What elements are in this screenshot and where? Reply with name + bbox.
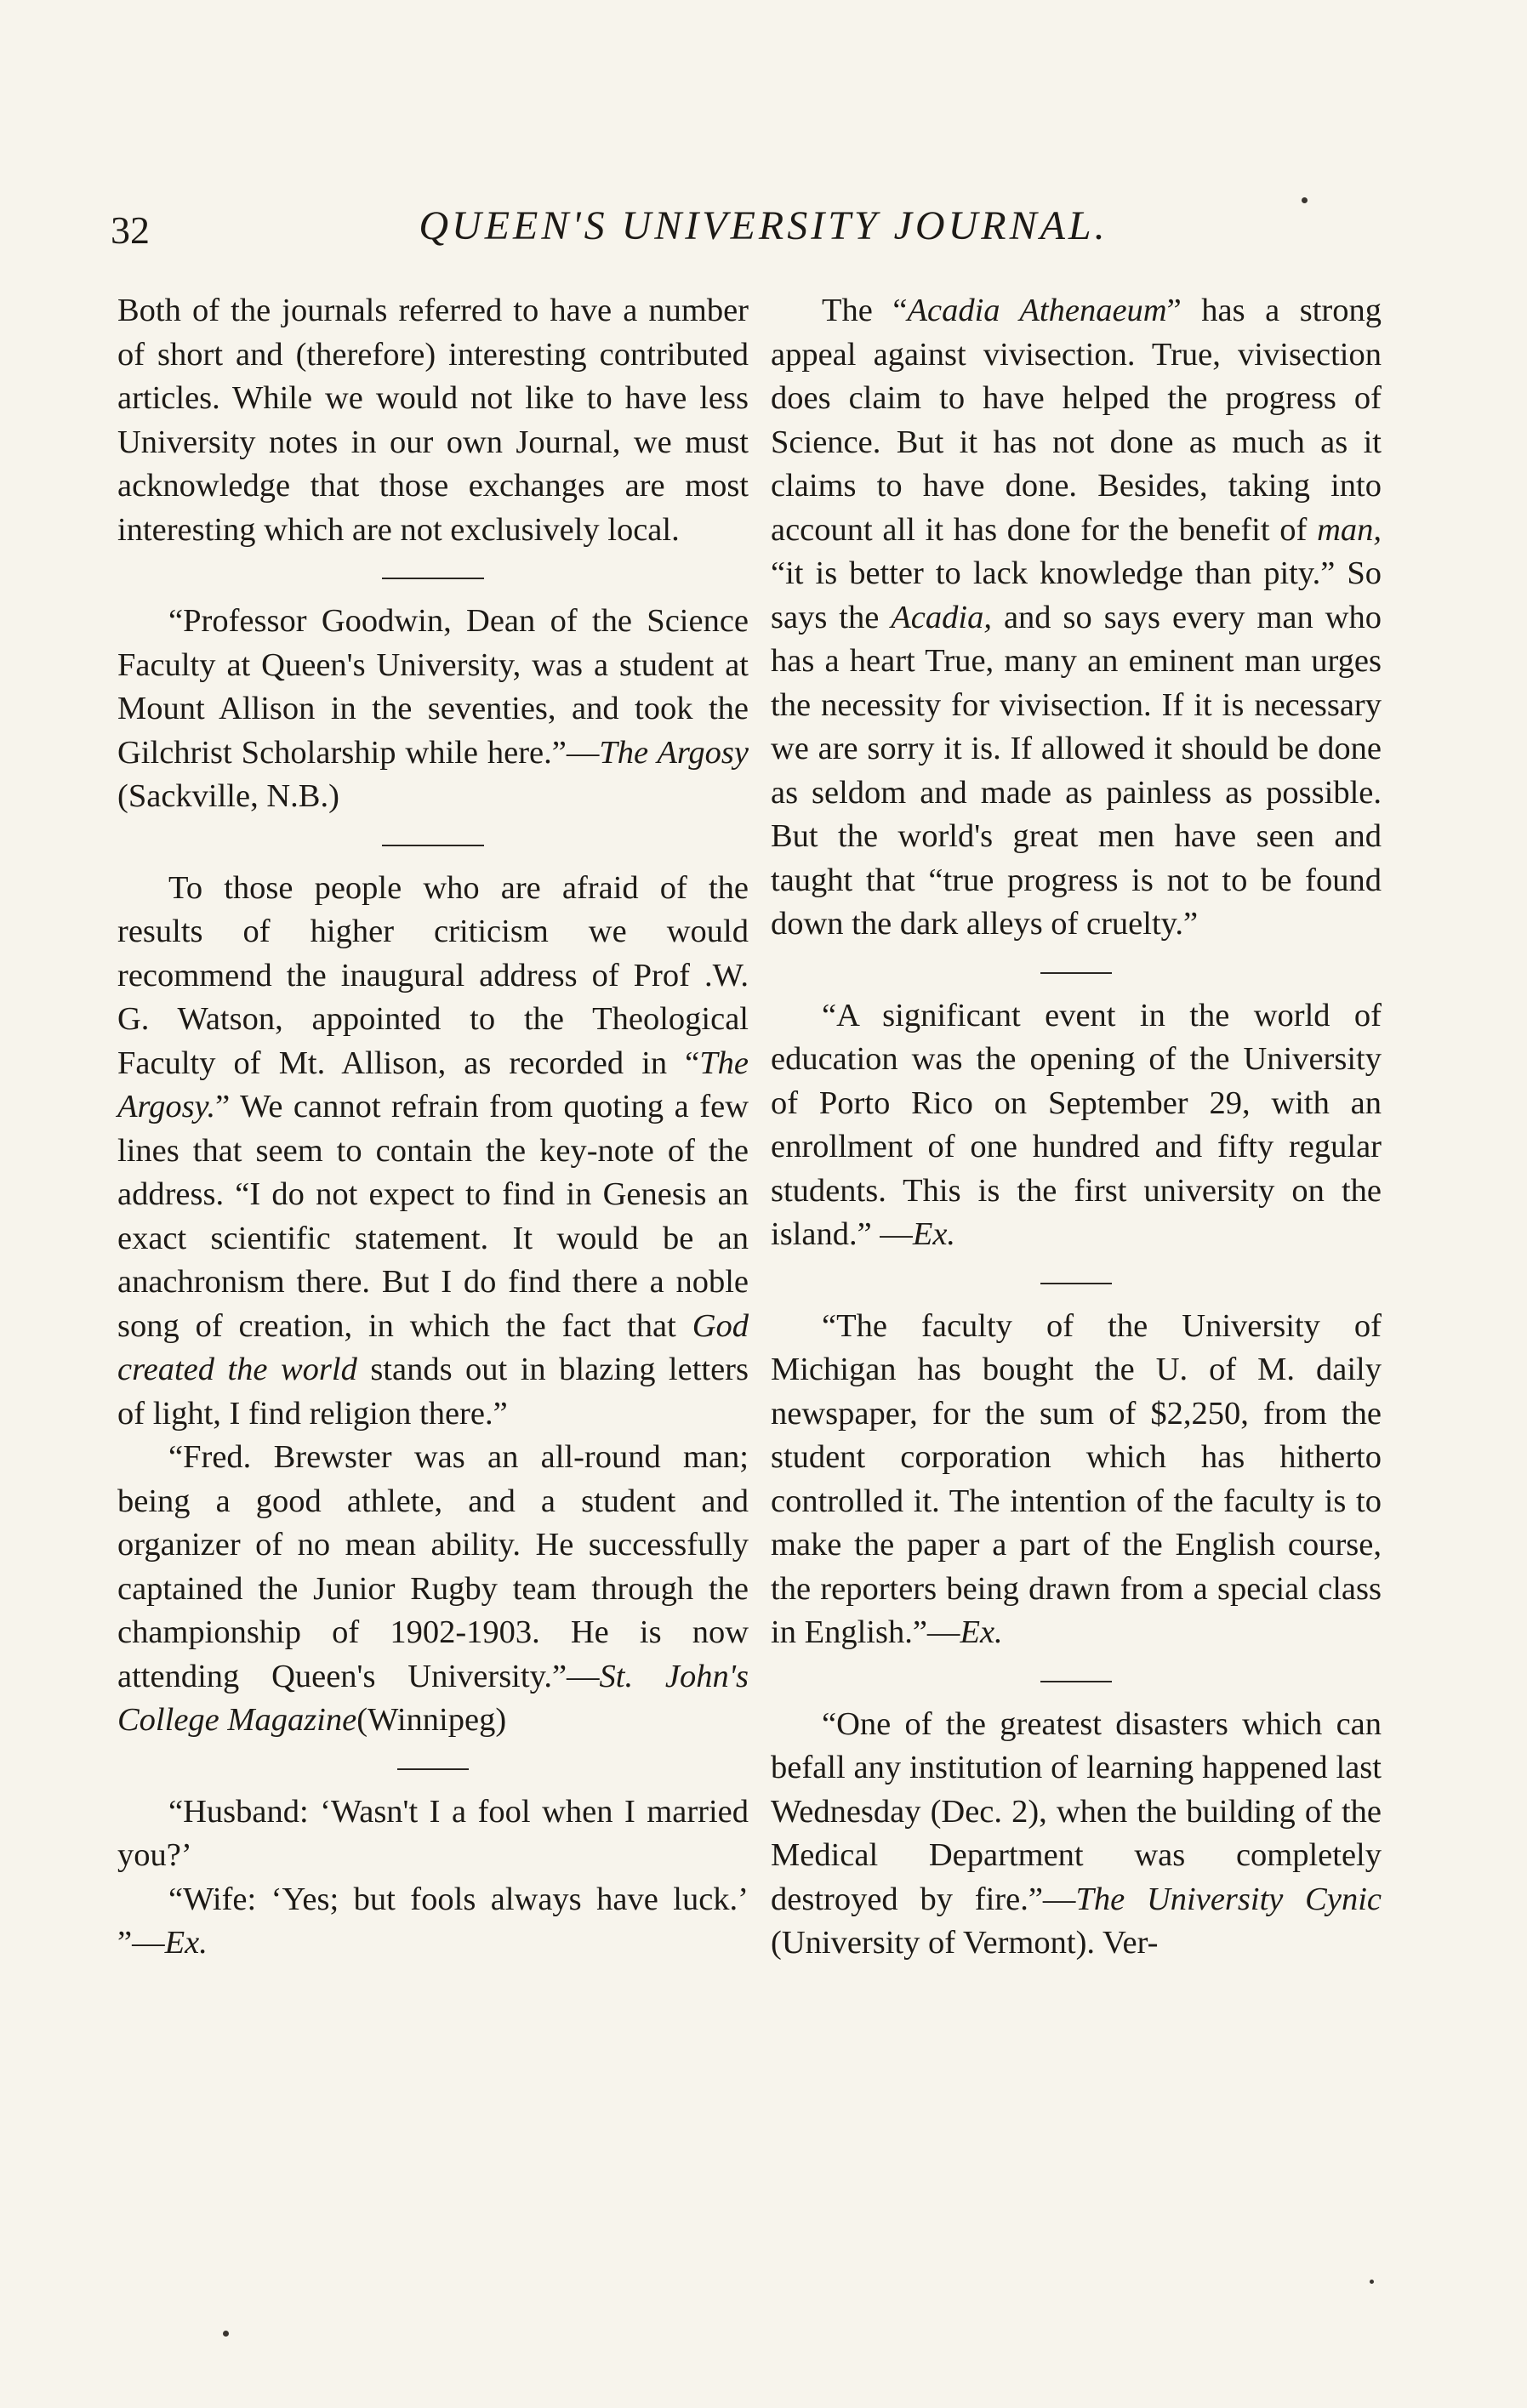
- source-citation: Ex.: [960, 1614, 1003, 1650]
- paragraph-journals-note: Both of the journals referred to have a number of short and (therefore) interesting contributed articles. While we would not like to have less University notes in our own Journal, we must acknowledge that those exchanges are most interesting which are not exclusively local.: [117, 293, 749, 548]
- section-divider: [397, 1768, 469, 1770]
- paragraph-vermont-fire: “One of the greatest disasters which can befall any institution of learning happened last Wednesday (Dec. 2), when the building of the Medical Department was completely destroyed by fire.”—The University Cynic (University of Vermont). Ver-: [771, 1705, 1382, 1961]
- ink-speck: [223, 2331, 229, 2337]
- source-citation: Ex.: [164, 1925, 208, 1961]
- source-citation: The Argosy.: [117, 1045, 749, 1124]
- paragraph-vivisection: The “Acadia Athenaeum” has a strong appeal against vivisection. True, vivisection does claim to have helped the progress of Science. But it has not done as much as it claims to have done. Besides, taking into account all it has done for the benefit of man, “it is better to lack knowledge than pity.” So says the Acadia, and so says every man who has a heart True, many an eminent man urges the necessity for vivisection. If it is necessary we are sorry it is. If allowed it should be done as seldom and made as painless as possible. But the world's great men have seen and taught that “true progress is not to be found down the dark alleys of cruelty.”: [771, 293, 1382, 942]
- section-divider: [382, 845, 484, 846]
- section-divider: [1040, 1681, 1112, 1682]
- page-header: [85, 197, 1442, 257]
- ink-speck: [1302, 197, 1308, 203]
- paragraph-wife: “Wife: ‘Yes; but fools always have luck.’ ”—Ex.: [117, 1881, 749, 1961]
- paragraph-michigan: “The faculty of the University of Michigan has bought the U. of M. daily newspaper, for the sum of $2,250, from the student corporation which has hitherto controlled it. The intention of the faculty is to make the paper a part of the English course, the reporters being drawn from a special class in English.”—Ex.: [771, 1307, 1382, 1650]
- source-citation: Ex.: [912, 1216, 956, 1252]
- section-divider: [1040, 972, 1112, 974]
- paragraph-goodwin: “Professor Goodwin, Dean of the Science Faculty at Queen's University, was a student at Mount Allison in the seventies, and took the Gilchrist Scholarship while here.”—The Argosy (Sackville, N.B.): [117, 603, 749, 814]
- paragraph-porto-rico: “A significant event in the world of education was the opening of the University of Porto Rico on September 29, with an enrollment of one hundred and fifty regular students. This is the first university on the island.” —Ex.: [771, 997, 1382, 1252]
- source-citation: The Argosy: [599, 734, 749, 771]
- page-number: 32: [111, 208, 150, 252]
- emphasis-text: God created the world: [117, 1307, 749, 1387]
- paragraph-higher-criticism: To those people who are afraid of the results of higher criticism we would recommend the inaugural address of Prof .W. G. Watson, appointed to the Theological Faculty of Mt. Allison, as recorded in “The Argosy.” We cannot refrain from quoting a few lines that seem to contain the key-note of the address. “I do not expect to find in Genesis an exact scientific statement. It would be an anachronism there. But I do find there a noble song of creation, in which the fact that God created the world stands out in blazing letters of light, I find religion there.”: [117, 869, 749, 1432]
- source-citation: Acadia,: [891, 599, 992, 635]
- paragraph-brewster: “Fred. Brewster was an all-round man; being a good athlete, and a student and organizer of no mean ability. He successfully captained the Junior Rugby team through the championship of 1902-1903. He is now attending Queen's University.”—St. John's College Magazine(Winnipeg): [117, 1439, 749, 1738]
- right-column: [771, 289, 1382, 1966]
- source-citation: Acadia Athenaeum: [907, 293, 1167, 328]
- left-column: [117, 289, 749, 1966]
- section-divider: [382, 578, 484, 579]
- ink-speck: [1370, 2280, 1374, 2284]
- source-citation: St. John's College Magazine: [117, 1658, 749, 1738]
- emphasis-text: man,: [1317, 511, 1382, 548]
- paragraph-husband: “Husband: ‘Wasn't I a fool when I married you?’: [117, 1793, 749, 1873]
- section-divider: [1040, 1283, 1112, 1284]
- journal-title: QUEEN'S UNIVERSITY JOURNAL.: [419, 203, 1108, 248]
- source-citation: The University Cynic: [1075, 1881, 1382, 1917]
